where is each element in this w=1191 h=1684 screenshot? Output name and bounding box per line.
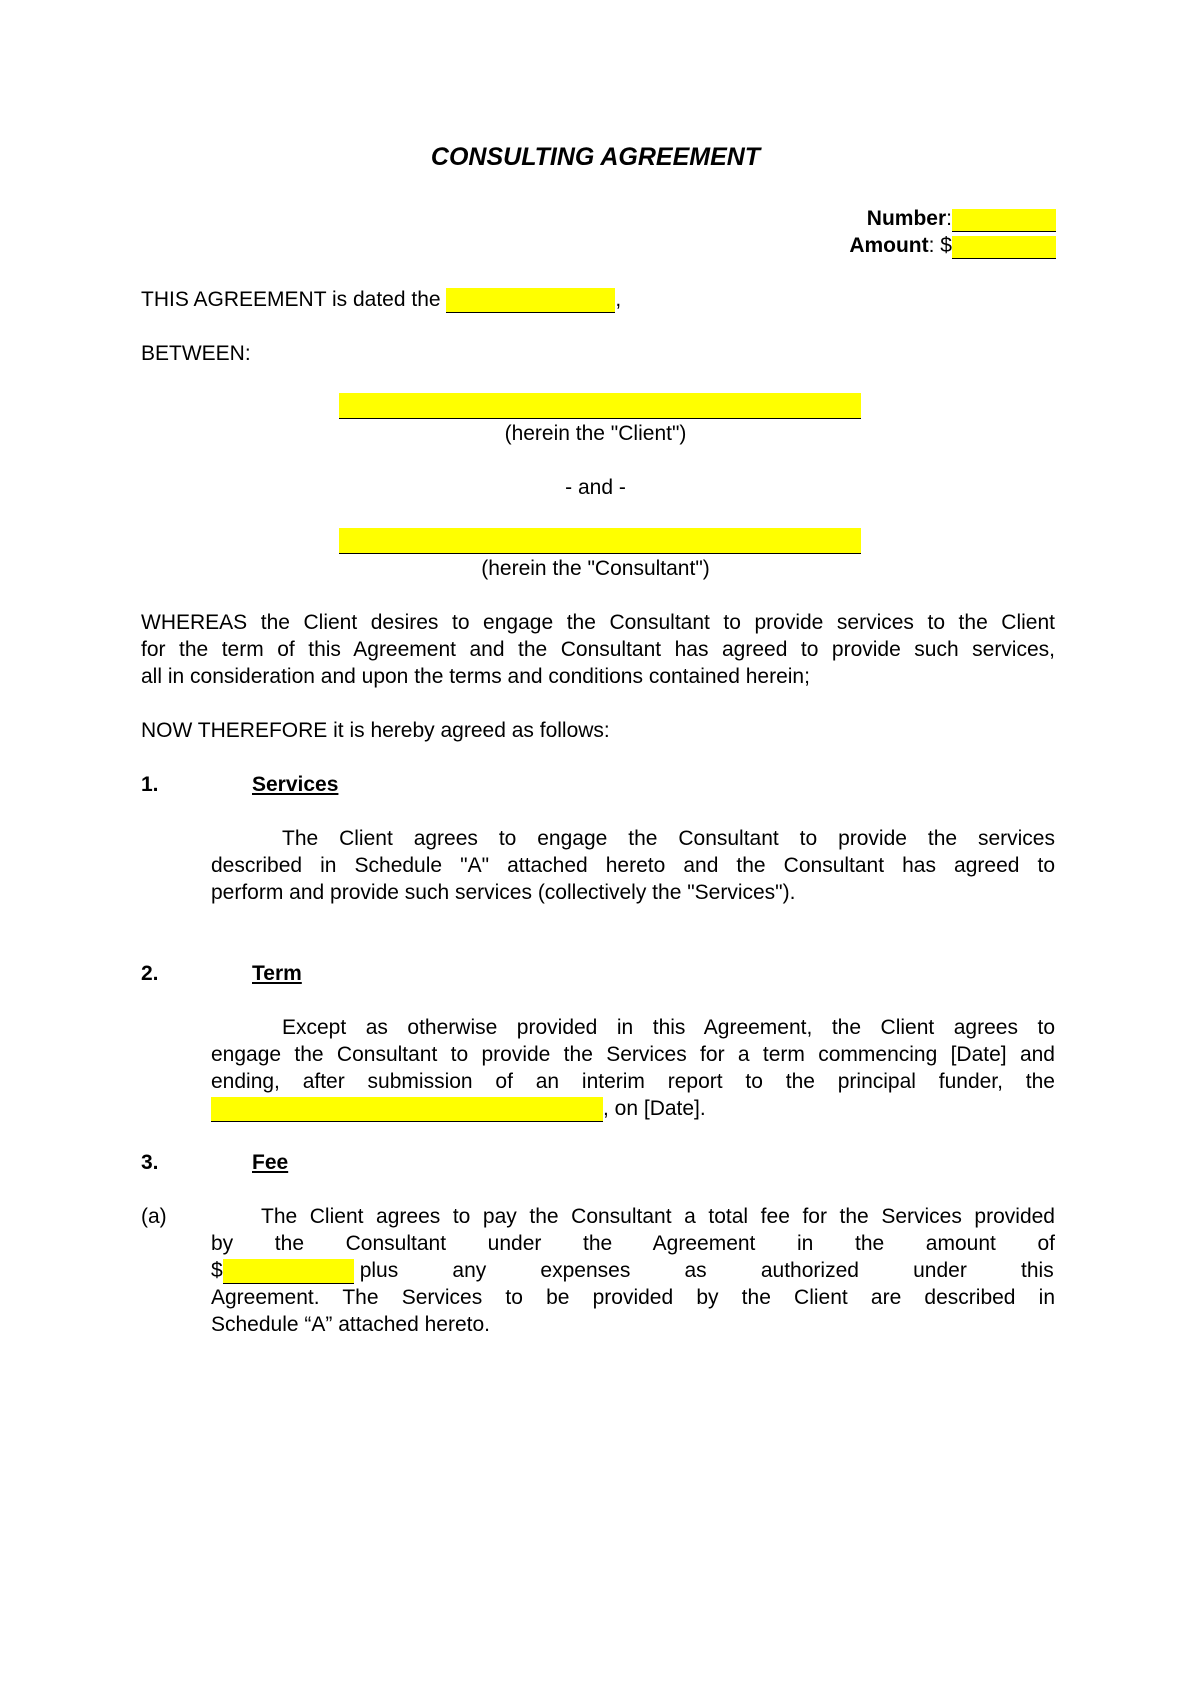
whereas-line: WHEREAS the Client desires to engage the Consultant to provide services to the Client xyxy=(141,611,1055,634)
funder-blank[interactable] xyxy=(211,1097,603,1122)
consultant-name-blank[interactable] xyxy=(339,528,861,554)
dated-prefix: THIS AGREEMENT is dated the xyxy=(141,288,447,311)
amount-blank[interactable] xyxy=(952,236,1056,259)
fee-paragraph xyxy=(211,1203,1055,1338)
services-line: The Client agrees to engage the Consultant to provide the services xyxy=(282,827,1055,850)
whereas-paragraph xyxy=(141,609,1055,690)
whereas-line: all in consideration and upon the terms and conditions contained herein; xyxy=(141,665,810,688)
term-line: ending, after submission of an interim report to the principal funder, the xyxy=(211,1070,1055,1093)
between-label: BETWEEN: xyxy=(141,342,251,365)
section-heading-fee: Fee xyxy=(252,1151,289,1174)
fee-dollar: $ xyxy=(211,1259,223,1282)
now-therefore-line: NOW THEREFORE it is hereby agreed as follows: xyxy=(141,719,610,742)
fee-line: Agreement. The Services to be provided by the Client are described in xyxy=(211,1286,1055,1309)
and-separator: - and - xyxy=(565,476,626,499)
fee-line: Schedule “A” attached hereto. xyxy=(211,1313,491,1336)
client-label: (herein the "Client") xyxy=(504,422,687,445)
services-line: described in Schedule "A" attached hereto and the Consultant has agreed to xyxy=(211,854,1055,877)
term-paragraph xyxy=(211,1014,1055,1122)
section-heading-services: Services xyxy=(252,773,339,796)
fee-after-blank: plus any expenses as authorized under this xyxy=(359,1259,1054,1282)
fee-line: by the Consultant under the Agreement in the amount of xyxy=(211,1232,1055,1255)
section-heading-term: Term xyxy=(252,962,302,985)
document-title: CONSULTING AGREEMENT xyxy=(430,143,761,171)
services-paragraph xyxy=(211,825,1055,906)
term-line: engage the Consultant to provide the Services for a term commencing [Date] and xyxy=(211,1043,1055,1066)
section-number: 2. xyxy=(141,962,159,985)
date-blank[interactable] xyxy=(446,288,615,313)
number-sep: : xyxy=(946,207,952,230)
whereas-line: for the term of this Agreement and the Consultant has agreed to provide such services, xyxy=(141,638,1055,661)
consultant-label: (herein the "Consultant") xyxy=(481,557,710,580)
amount-label: Amount xyxy=(849,234,929,257)
dated-suffix: , xyxy=(615,288,622,311)
dated-line xyxy=(141,286,621,313)
number-blank[interactable] xyxy=(952,209,1056,232)
section-number: 1. xyxy=(141,773,159,796)
fee-amount-blank[interactable] xyxy=(223,1259,354,1284)
fee-line: The Client agrees to pay the Consultant a total fee for the Services provided xyxy=(261,1205,1055,1228)
amount-sep: : $ xyxy=(928,234,952,257)
term-blank-suffix: , on [Date]. xyxy=(603,1097,706,1120)
client-name-blank[interactable] xyxy=(339,393,861,419)
number-label: Number xyxy=(866,207,947,230)
term-line: Except as otherwise provided in this Agreement, the Client agrees to xyxy=(282,1016,1055,1039)
amount-field-row xyxy=(849,232,1056,259)
term-blank-line xyxy=(211,1095,1055,1122)
section-number: 3. xyxy=(141,1151,159,1174)
number-field-row xyxy=(867,205,1056,232)
fee-amount-line xyxy=(211,1257,1055,1284)
fee-sub-label: (a) xyxy=(141,1205,167,1228)
services-line: perform and provide such services (collectively the "Services"). xyxy=(211,881,796,904)
